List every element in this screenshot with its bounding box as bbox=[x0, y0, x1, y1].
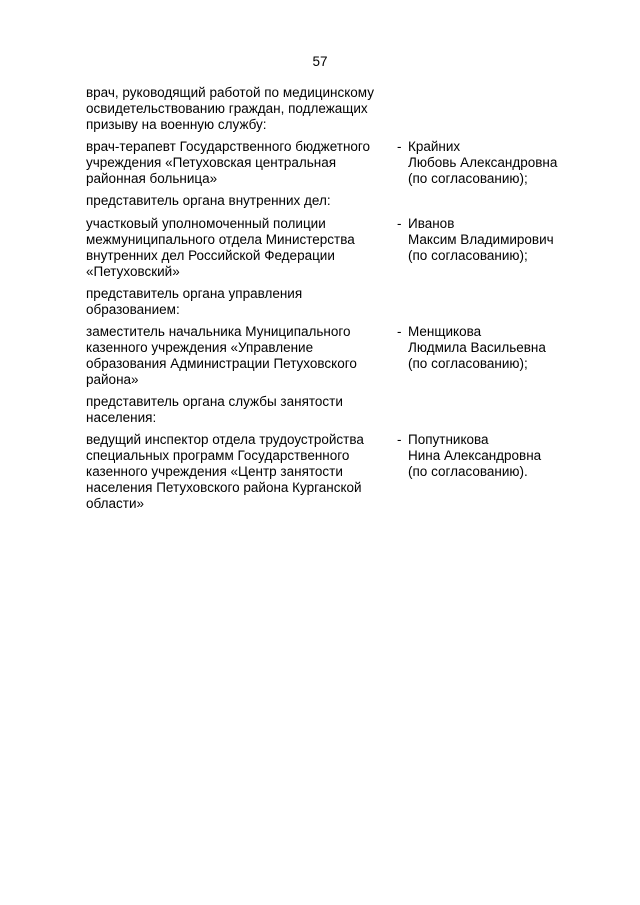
dash-separator: - bbox=[397, 139, 402, 154]
member-position: участковый уполномоченный полиции межмуниципального отдела Министерства внутренних дел Российской Федерации «Петуховский» bbox=[86, 216, 355, 279]
police-section-heading: представитель органа внутренних дел: bbox=[86, 193, 331, 208]
dash-separator: - bbox=[397, 324, 402, 339]
member-person bbox=[392, 216, 566, 264]
member-position: ведущий инспектор отдела трудоустройства специальных программ Государственного казенного учреждения «Центр занятости населения Петуховского района Курганской области» bbox=[86, 432, 364, 511]
member-name: Иванов Максим Владимирович (по согласованию); bbox=[408, 216, 554, 263]
member-row bbox=[86, 216, 566, 280]
dash-separator: - bbox=[397, 432, 402, 447]
page-number: 57 bbox=[312, 54, 328, 69]
employment-section-heading: представитель органа службы занятости населения: bbox=[86, 394, 343, 425]
member-person bbox=[392, 324, 566, 372]
member-row bbox=[86, 324, 566, 388]
doctor-section-heading: врач, руководящий работой по медицинскому освидетельствованию граждан, подлежащих призыву на военную службу: bbox=[86, 85, 374, 132]
member-position: врач-терапевт Государственного бюджетного учреждения «Петуховская центральная районная больница» bbox=[86, 139, 371, 186]
commission-list bbox=[86, 85, 566, 512]
member-person bbox=[392, 432, 566, 480]
member-name: Менщикова Людмила Васильевна (по согласованию); bbox=[408, 324, 546, 371]
member-name: Крайних Любовь Александровна (по согласованию); bbox=[408, 139, 558, 186]
member-name: Попутникова Нина Александровна (по согласованию). bbox=[408, 432, 542, 479]
member-position: заместитель начальника Муниципального казенного учреждения «Управление образования Администрации Петуховского района» bbox=[86, 324, 357, 387]
education-section-heading: представитель органа управления образованием: bbox=[86, 286, 303, 317]
dash-separator: - bbox=[397, 216, 402, 231]
member-row bbox=[86, 139, 566, 187]
member-person bbox=[392, 139, 566, 187]
member-row bbox=[86, 432, 566, 512]
